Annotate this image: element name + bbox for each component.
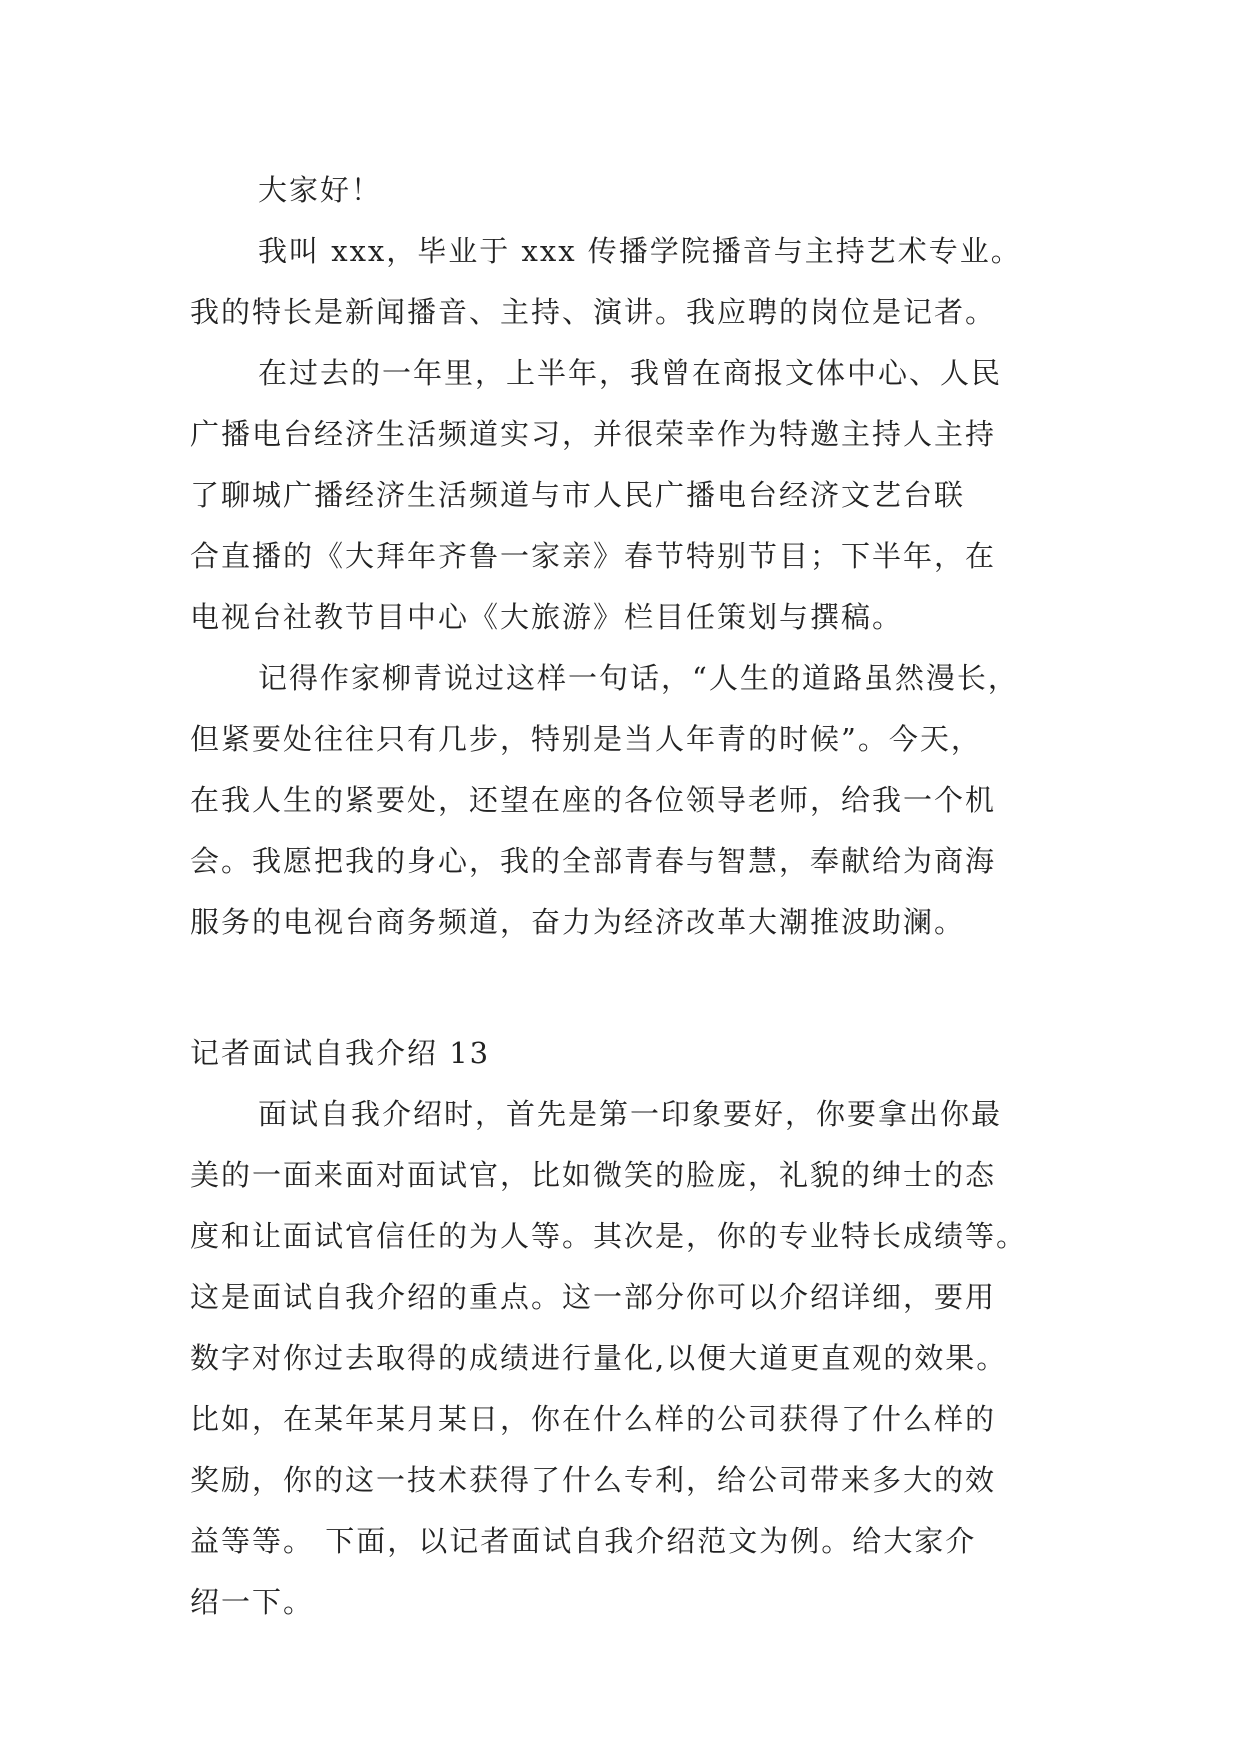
section-line: 比如，在某年某月某日，你在什么样的公司获得了什么样的 bbox=[190, 1402, 997, 1436]
speech-line: 但紧要处往往只有几步，特别是当人年青的时候”。今天， bbox=[190, 722, 982, 756]
speech-line: 在我人生的紧要处，还望在座的各位领导老师，给我一个机 bbox=[190, 783, 997, 817]
section-line: 这是面试自我介绍的重点。这一部分你可以介绍详细，要用 bbox=[190, 1280, 997, 1314]
section-heading: 记者面试自我介绍 13 bbox=[190, 1036, 491, 1070]
speech-line: 电视台社教节目中心《大旅游》栏目任策划与撰稿。 bbox=[190, 600, 904, 634]
section-line: 面试自我介绍时，首先是第一印象要好，你要拿出你最 bbox=[258, 1097, 1003, 1131]
speech-line: 服务的电视台商务频道，奋力为经济改革大潮推波助澜。 bbox=[190, 905, 966, 939]
section-line: 奖励，你的这一技术获得了什么专利，给公司带来多大的效 bbox=[190, 1463, 997, 1497]
section-line: 数字对你过去取得的成绩进行量化,以便大道更直观的效果。 bbox=[190, 1341, 1008, 1375]
speech-line: 我叫 xxx，毕业于 xxx 传播学院播音与主持艺术专业。 bbox=[258, 234, 1022, 268]
speech-line: 记得作家柳青说过这样一句话，“人生的道路虽然漫长， bbox=[258, 661, 1019, 695]
section-line: 美的一面来面对面试官，比如微笑的脸庞，礼貌的绅士的态 bbox=[190, 1158, 997, 1192]
section-line: 绍一下。 bbox=[190, 1585, 315, 1619]
speech-line: 会。我愿把我的身心，我的全部青春与智慧，奉献给为商海 bbox=[190, 844, 997, 878]
document-body bbox=[190, 160, 1070, 1633]
speech-line: 广播电台经济生活频道实习，并很荣幸作为特邀主持人主持 bbox=[190, 417, 997, 451]
speech-line: 在过去的一年里，上半年，我曾在商报文体中心、人民 bbox=[258, 356, 1003, 390]
section-line: 度和让面试官信任的为人等。其次是，你的专业特长成绩等。 bbox=[190, 1219, 1028, 1253]
speech-line: 了聊城广播经济生活频道与市人民广播电台经济文艺台联 bbox=[190, 478, 966, 512]
section-spacer bbox=[190, 953, 1070, 1023]
section-line: 益等等。 下面，以记者面试自我介绍范文为例。给大家介 bbox=[190, 1524, 977, 1558]
speech-line: 我的特长是新闻播音、主持、演讲。我应聘的岗位是记者。 bbox=[190, 295, 997, 329]
greeting-line: 大家好！ bbox=[258, 173, 383, 207]
speech-line: 合直播的《大拜年齐鲁一家亲》春节特别节目；下半年，在 bbox=[190, 539, 997, 573]
